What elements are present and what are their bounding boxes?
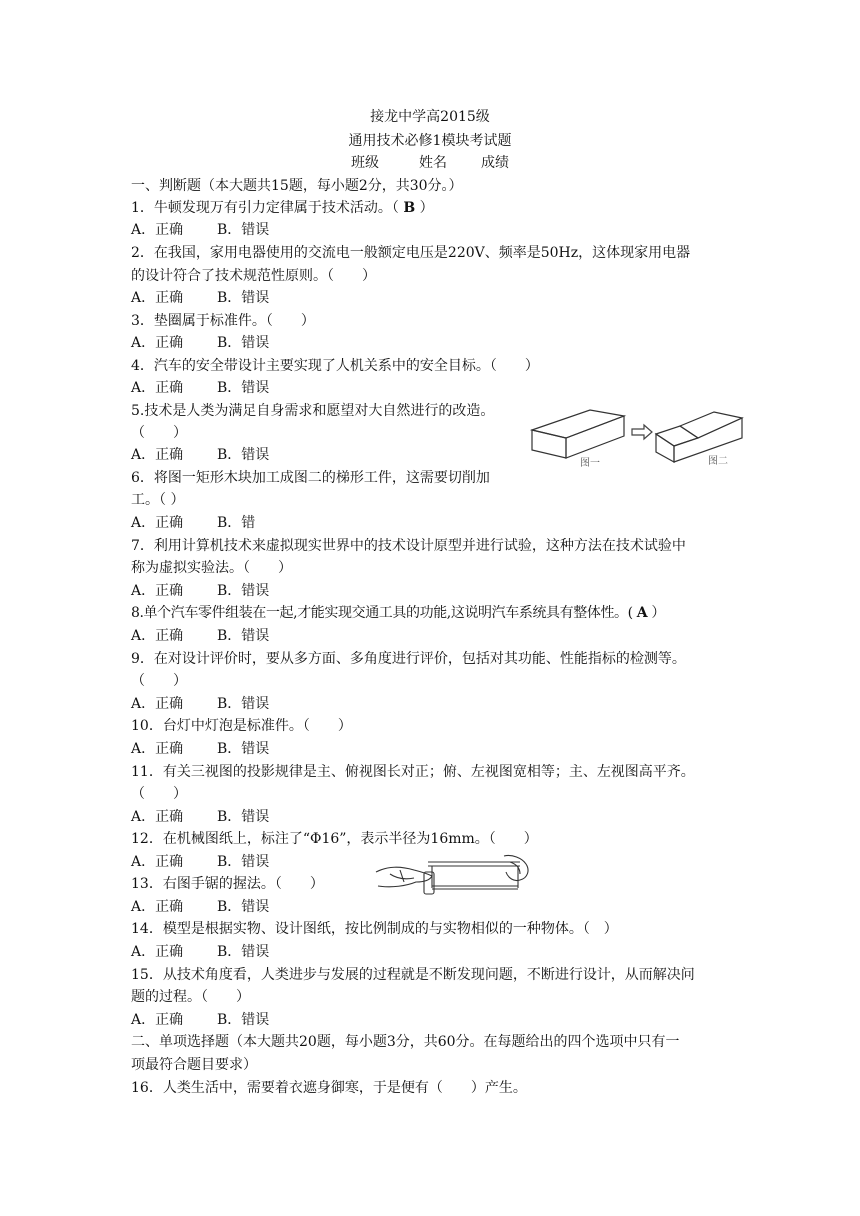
question-5-line-2: （ ）: [131, 425, 187, 441]
question-7-line-2: 称为虚拟实验法。（ ）: [131, 560, 292, 576]
question-7-line-1: 7．利用计算机技术来虚拟现实世界中的技术设计原型并进行试验，这种方法在技术试验中: [131, 538, 686, 554]
section-2-heading-line-2: 项最符合题目要求）: [131, 1057, 257, 1073]
hand-saw-figure: [370, 852, 532, 898]
question-9-options: A．正确 B．错误: [131, 696, 270, 712]
question-12: 12．在机械图纸上，标注了“Φ16”，表示半径为16mm。（ ）: [131, 831, 538, 847]
hand-saw-grip-illustration: [370, 852, 532, 898]
question-15-line-1: 15．从技术角度看，人类进步与发展的过程就是不断发现问题，不断进行设计，从而解决问: [131, 967, 695, 983]
question-15-line-2: 题的过程。（ ）: [131, 989, 250, 1005]
question-6-line-2: 工。（ ）: [131, 492, 185, 508]
block-figure: [528, 404, 748, 470]
question-15-options: A．正确 B．错误: [131, 1012, 270, 1028]
question-8: 8.单个汽车零件组装在一起,才能实现交通工具的功能,这说明汽车系统具有整体性。( A ）: [131, 605, 665, 621]
question-6-options: A．正确 B．错: [131, 515, 256, 531]
question-10: 10．台灯中灯泡是标准件。（ ）: [131, 718, 352, 734]
rectangular-to-trapezoid-diagram: [528, 404, 748, 470]
question-14: 14．模型是根据实物、设计图纸，按比例制成的与实物相似的一种物体。（ ）: [131, 921, 618, 937]
question-13: 13．右图手锯的握法。（ ）: [131, 876, 324, 892]
name-label: 姓名: [419, 155, 447, 171]
question-9-line-1: 9．在对设计评价时，要从多方面、多角度进行评价，包括对其功能、性能指标的检测等。: [131, 651, 686, 667]
question-5-options: A．正确 B．错误: [131, 447, 270, 463]
question-13-options: A．正确 B．错误: [131, 899, 270, 915]
question-11-line-2: （ ）: [131, 786, 187, 802]
question-4-options: A．正确 B．错误: [131, 380, 270, 396]
question-1: 1．牛顿发现万有引力定律属于技术活动。（ B ）: [131, 200, 434, 216]
question-8-options: A．正确 B．错误: [131, 628, 270, 644]
question-12-options: A．正确 B．错误: [131, 854, 270, 870]
exam-title: 通用技术必修1模块考试题: [348, 133, 512, 149]
question-5-line-1: 5.技术是人类为满足自身需求和愿望对大自然进行的改造。: [131, 403, 495, 419]
school-title: 接龙中学高2015级: [370, 109, 490, 125]
question-16: 16．人类生活中，需要着衣遮身御寒，于是便有（ ）产生。: [131, 1080, 527, 1096]
question-10-options: A．正确 B．错误: [131, 741, 270, 757]
answer-8: A: [636, 605, 648, 621]
question-6-line-1: 6．将图一矩形木块加工成图二的梯形工件，这需要切削加: [131, 470, 490, 486]
class-label: 班级: [351, 155, 379, 171]
question-14-options: A．正确 B．错误: [131, 944, 270, 960]
question-1-options: A．正确 B．错误: [131, 222, 270, 238]
figure-2-label: 图二: [708, 456, 728, 467]
section-1-heading: 一、判断题（本大题共15题，每小题2分，共30分。）: [131, 178, 463, 194]
student-info-row: [0, 152, 860, 174]
figure-1-label: 图一: [580, 458, 600, 469]
question-2-line-2: 的设计符合了技术规范性原则。（ ）: [131, 268, 376, 284]
answer-1: B: [403, 200, 416, 216]
question-3: 3．垫圈属于标准件。（ ）: [131, 313, 315, 329]
question-11-line-1: 11．有关三视图的投影规律是主、俯视图长对正；俯、左视图宽相等；主、左视图高平齐。: [131, 764, 695, 780]
question-7-options: A．正确 B．错误: [131, 583, 270, 599]
question-11-options: A．正确 B．错误: [131, 809, 270, 825]
question-3-options: A．正确 B．错误: [131, 335, 270, 351]
question-2-line-1: 2．在我国，家用电器使用的交流电一般额定电压是220V、频率是50Hz，这体现家用电器: [131, 245, 691, 261]
question-4: 4．汽车的安全带设计主要实现了人机关系中的安全目标。（ ）: [131, 358, 539, 374]
question-9-line-2: （ ）: [131, 673, 187, 689]
question-2-options: A．正确 B．错误: [131, 290, 270, 306]
section-2-heading-line-1: 二、单项选择题（本大题共20题，每小题3分，共60分。在每题给出的四个选项中只有一: [131, 1034, 680, 1050]
score-label: 成绩: [481, 155, 509, 171]
